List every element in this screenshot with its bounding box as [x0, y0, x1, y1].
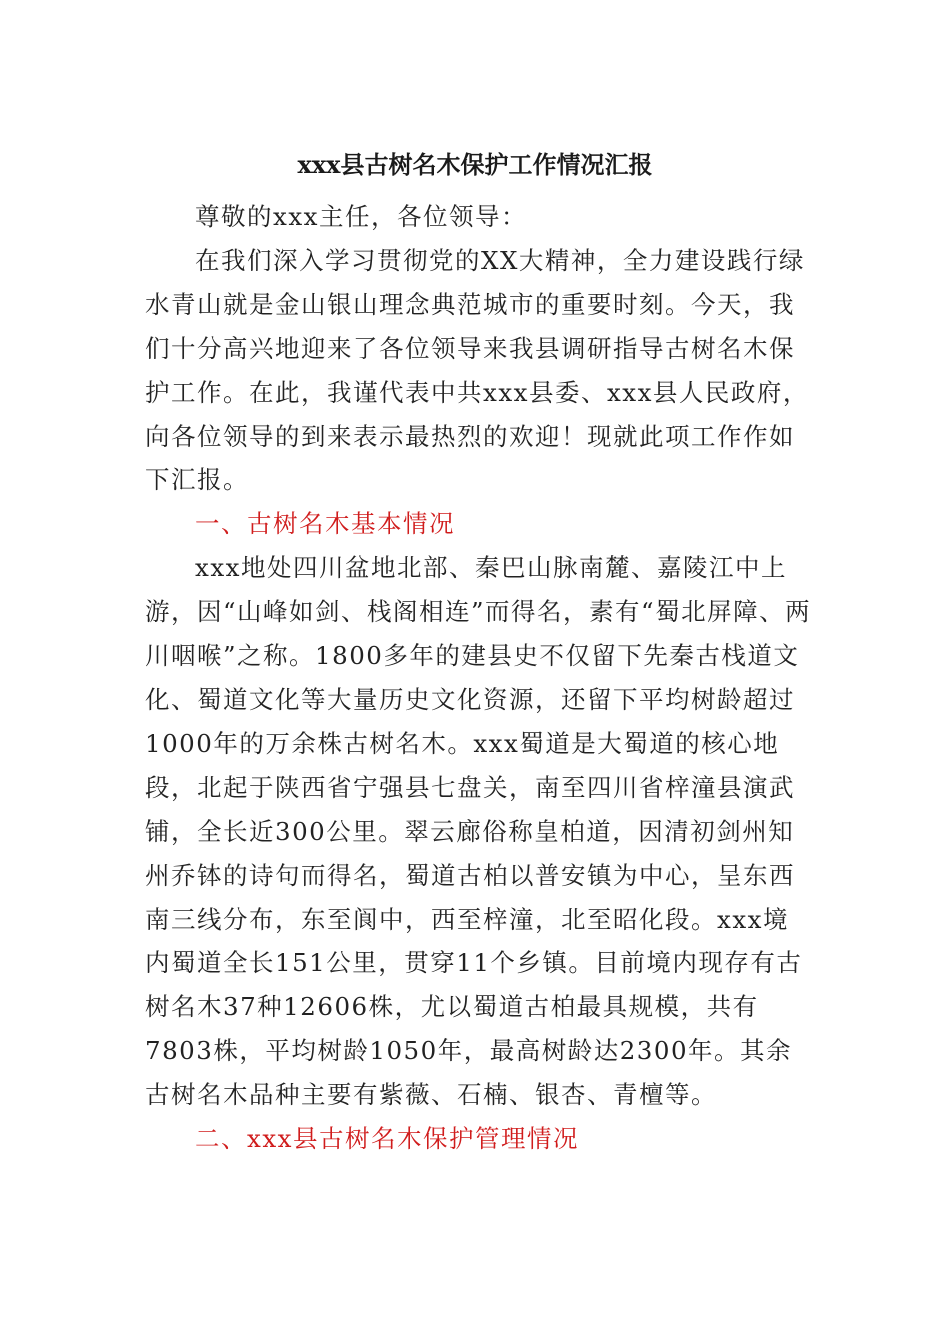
document-body [145, 195, 813, 1161]
section-basic-situation-body: xxx地处四川盆地北部、秦巴山脉南麓、嘉陵江中上游，因“山峰如剑、栈阁相连”而得名，素有“蜀北屏障、两川咽喉”之称。1800多年的建县史不仅留下先秦古栈道文化、蜀道文化等大量历史文化资源，还留下平均树龄超过1000年的万余株古树名木。xxx蜀道是大蜀道的核心地段，北起于陕西省宁强县七盘关，南至四川省梓潼县演武铺，全长近300公里。翠云廊俗称皇柏道，因清初剑州知州乔钵的诗句而得名，蜀道古柏以普安镇为中心，呈东西南三线分布，东至阆中，西至梓潼，北至昭化段。xxx境内蜀道全长151公里，贯穿11个乡镇。目前境内现存有古树名木37种12606株，尤以蜀道古柏最具规模，共有7803株，平均树龄1050年，最高树龄达2300年。其余古树名木品种主要有紫薇、石楠、银杏、青檀等。 [145, 553, 812, 1110]
section-heading-protection-management: 二、xxx县古树名木保护管理情况 [195, 1124, 579, 1154]
document-title: xxx县古树名木保护工作情况汇报 [297, 150, 653, 179]
section-heading-basic-situation: 一、古树名木基本情况 [195, 509, 455, 539]
intro-paragraph: 在我们深入学习贯彻党的XX大精神，全力建设践行绿水青山就是金山银山理念典范城市的重要时刻。今天，我们十分高兴地迎来了各位领导来我县调研指导古树名木保护工作。在此，我谨代表中共xxx县委、xxx县人民政府，向各位领导的到来表示最热烈的欢迎！现就此项工作作如下汇报。 [145, 245, 809, 495]
salutation-paragraph: 尊敬的xxx主任，各位领导： [195, 202, 527, 231]
